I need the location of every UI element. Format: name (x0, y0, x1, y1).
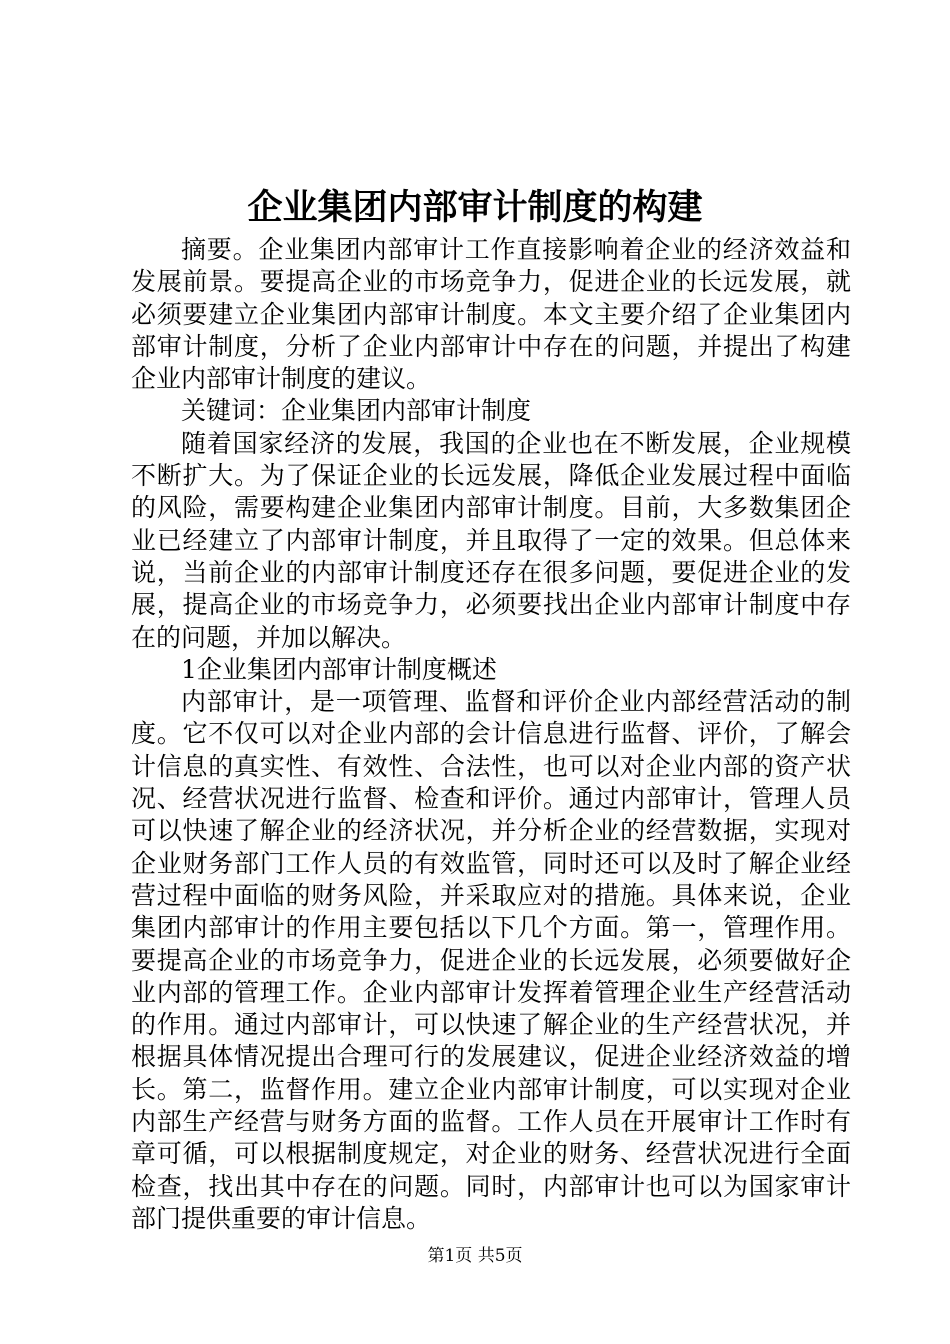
keywords-paragraph: 关键词：企业集团内部审计制度 (181, 396, 532, 426)
page-footer: 第1页 共5页 (427, 1246, 523, 1266)
document-body (131, 234, 851, 1235)
document-title: 企业集团内部审计制度的构建 (247, 187, 703, 228)
section-paragraph: 内部审计，是一项管理、监督和评价企业内部经营活动的制度。它不仅可以对企业内部的会计信息进行监督、评价，了解会计信息的真实性、有效性、合法性，也可以对企业内部的资产状况、经营状况进行监督、检查和评价。通过内部审计，管理人员可以快速了解企业的经济状况，并分析企业的经营数据，实现对企业财务部门工作人员的有效监管，同时还可以及时了解企业经营过程中面临的财务风险，并采取应对的措施。具体来说，企业集团内部审计的作用主要包括以下几个方面。第一，管理作用。要提高企业的市场竞争力，促进企业的长远发展，必须要做好企业内部的管理工作。企业内部审计发挥着管理企业生产经营活动的作用。通过内部审计，可以快速了解企业的生产经营状况，并根据具体情况提出合理可行的发展建议，促进企业经济效益的增长。第二，监督作用。建立企业内部审计制度，可以实现对企业内部生产经营与财务方面的监督。工作人员在开展审计工作时有章可循，可以根据制度规定，对企业的财务、经营状况进行全面检查，找出其中存在的问题。同时，内部审计也可以为国家审计部门提供重要的审计信息。 (131, 687, 851, 1233)
section-heading: 1企业集团内部审计制度概述 (181, 654, 497, 684)
abstract-paragraph: 摘要。企业集团内部审计工作直接影响着企业的经济效益和发展前景。要提高企业的市场竞争力，促进企业的长远发展，就必须要建立企业集团内部审计制度。本文主要介绍了企业集团内部审计制度，分析了企业内部审计中存在的问题，并提出了构建企业内部审计制度的建议。 (131, 235, 851, 394)
intro-paragraph: 随着国家经济的发展，我国的企业也在不断发展，企业规模不断扩大。为了保证企业的长远发展，降低企业发展过程中面临的风险，需要构建企业集团内部审计制度。目前，大多数集团企业已经建立了内部审计制度，并且取得了一定的效果。但总体来说，当前企业的内部审计制度还存在很多问题，要促进企业的发展，提高企业的市场竞争力，必须要找出企业内部审计制度中存在的问题，并加以解决。 (131, 428, 851, 652)
